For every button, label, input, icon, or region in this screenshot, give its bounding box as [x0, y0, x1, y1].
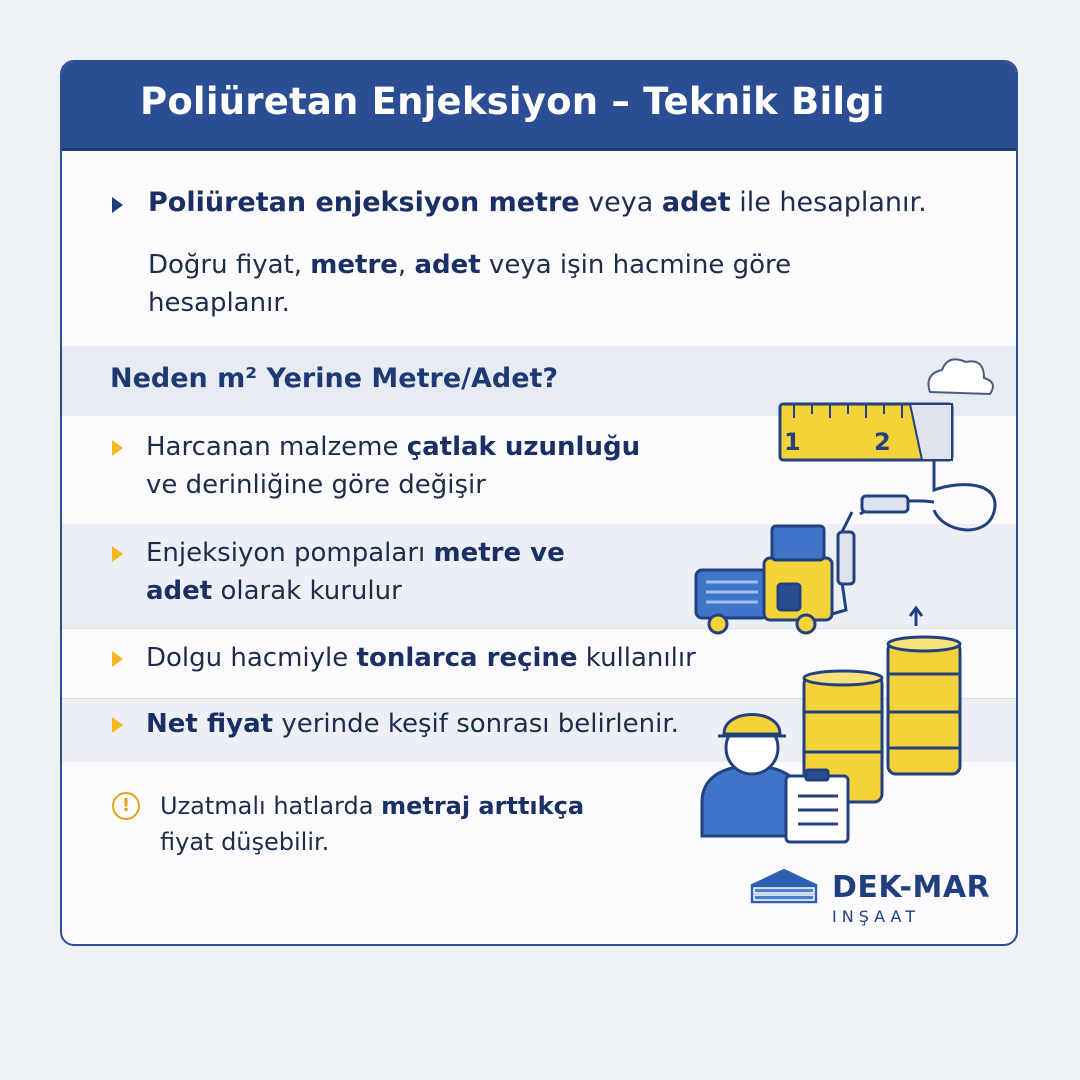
item-text: Enjeksiyon pompaları [146, 538, 434, 568]
intro-lead-bold2: adet [661, 187, 731, 218]
item-bold: çatlak uzunluğu [406, 432, 641, 462]
intro-lead-rest: veya [579, 187, 662, 218]
logo-name: DEK-MAR [832, 870, 991, 905]
note-bold: metraj arttıkça [381, 792, 585, 820]
item-text: Harcanan malzeme [146, 432, 407, 462]
item-bold: metre ve [433, 538, 565, 568]
item-bold: tonlarca reçine [356, 643, 578, 673]
intro-body-b: metre [310, 250, 398, 280]
note-text-b: fiyat düşebilir. [160, 828, 330, 856]
ruler-mark: 1 [784, 428, 801, 456]
measuring-tape-icon [780, 404, 952, 460]
intro-body-e: veya işin hacmine göre [480, 250, 792, 280]
note-text-a: Uzatmalı hatlarda [160, 792, 382, 820]
item-text: Dolgu hacmiyle [146, 643, 357, 673]
item-text: ve derinliğine göre değişir [146, 470, 486, 500]
pump-machine-icon [696, 526, 832, 633]
item-bold: Net fiyat [146, 709, 274, 739]
illustration-graphic [62, 62, 1018, 946]
intro-body-c: , [397, 250, 415, 280]
info-card [60, 60, 1018, 946]
hose-icon [832, 460, 995, 614]
item-bold: adet [146, 576, 213, 606]
section-title: Neden m² Yerine Metre/Adet? [110, 363, 559, 394]
intro-lead-bold: Poliüretan enjeksiyon metre [148, 187, 580, 218]
item-text: olarak kurulur [212, 576, 402, 606]
ruler-mark: 2 [874, 428, 891, 456]
item-text: yerinde keşif sonrası belirlenir. [273, 709, 679, 739]
item-text: kullanılır [577, 643, 696, 673]
logo-icon [750, 868, 818, 904]
intro-body-d: adet [414, 250, 481, 280]
intro-lead-tail: ile hesaplanır. [730, 187, 927, 218]
intro-body-a: Doğru fiyat, [148, 250, 311, 280]
logo-subtitle: INŞAAT [832, 907, 921, 926]
page-title: Poliüretan Enjeksiyon – Teknik Bilgi [140, 80, 885, 123]
warning-icon: ! [112, 792, 140, 820]
intro-body-line2: hesaplanır. [148, 288, 290, 318]
cloud-icon [929, 359, 993, 394]
